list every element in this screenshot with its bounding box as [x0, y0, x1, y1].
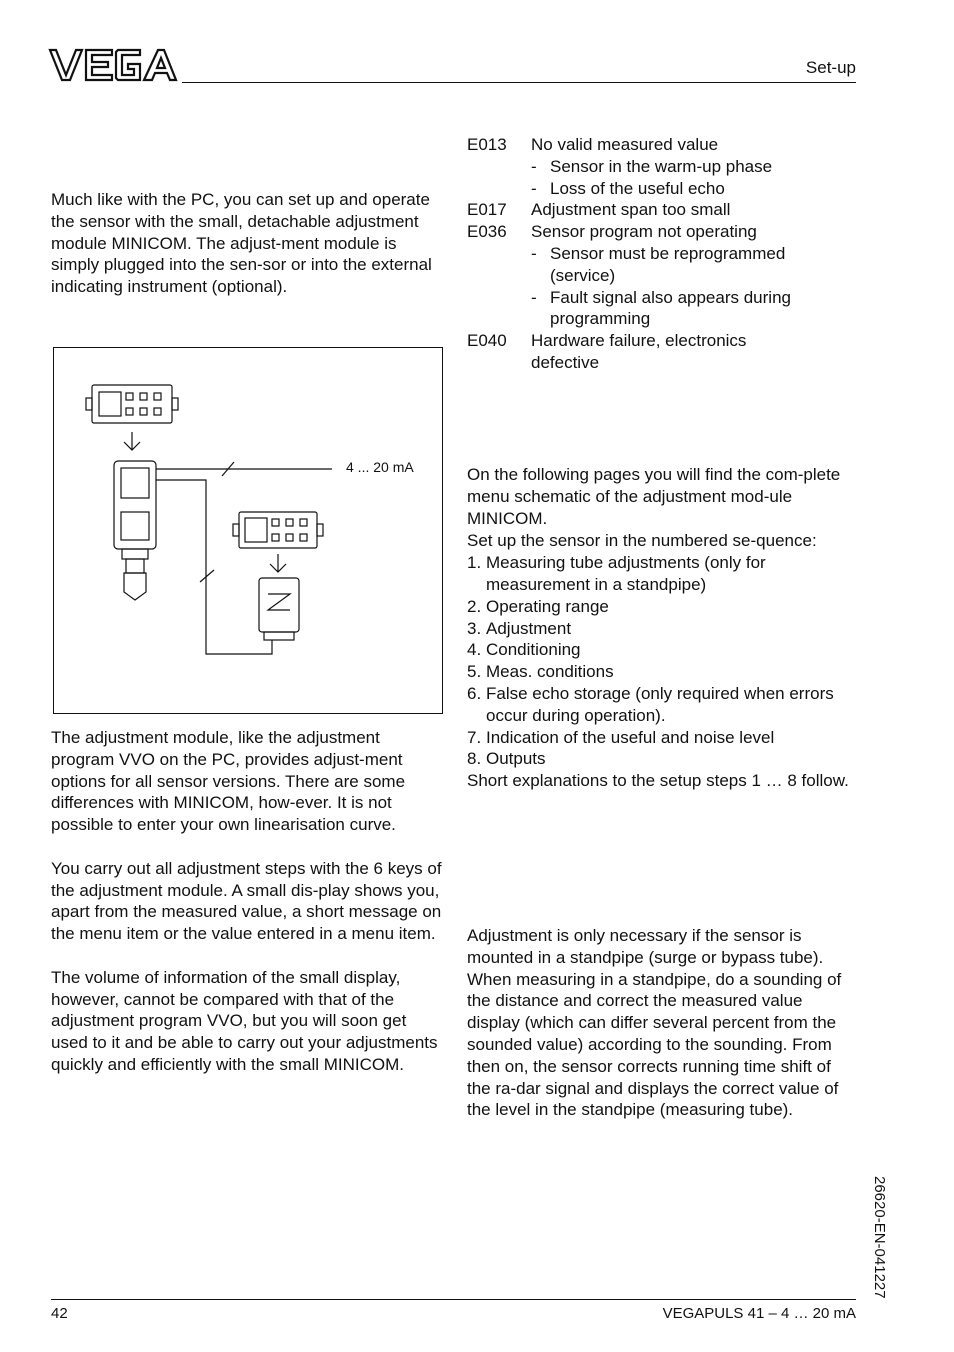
error-code: E040	[467, 331, 507, 351]
error-item	[467, 330, 867, 374]
error-cause: Loss of the useful echo	[550, 178, 725, 198]
error-code: E017	[467, 200, 507, 220]
list-item: 4. Conditioning	[467, 640, 581, 660]
minicom-diagram	[53, 347, 443, 714]
error-text: Hardware failure, electronics defective	[531, 331, 747, 372]
page-number: 42	[51, 1305, 68, 1322]
paragraph-display: The volume of information of the small display, however, cannot be compared with that of the adjustment program VVO, but you will soon get used to it and be able to carry out your adjustments quickly and efficiently with the small MINICOM.	[51, 967, 438, 1074]
paragraph-standpipe: Adjustment is only necessary if the sensor is mounted in a standpipe (surge or bypass tube). When measuring in a standpipe, do a sounding of the distance and correct the measured value display (which can differ several percent from the sounded value) according to the sounding. From then on, the sensor corrects running time shift of the ra-dar signal and displays the correct value of the level in the standpipe (measuring tube).	[467, 926, 842, 1120]
standpipe-paragraph	[467, 925, 859, 1121]
intro-paragraph	[51, 189, 443, 298]
external-indicator	[259, 578, 299, 632]
intro-text: Much like with the PC, you can set up and operate the sensor with the small, detachable adjustment module MINICOM. The adjust-ment module is simply plugged into the sen-sor or into the external indicating instrument (optional).	[51, 190, 432, 297]
list-item: 1. Measuring tube adjustments (only for measurement in a standpipe)	[467, 553, 766, 594]
error-code: E013	[467, 135, 507, 154]
document-id: 26620-EN-041227	[871, 1176, 888, 1299]
list-item: 5. Meas. conditions	[467, 662, 614, 682]
list-item: 6. False echo storage (only required when errors occur during operation).	[467, 683, 834, 725]
paragraph-sequence: Set up the sensor in the numbered se-quence:	[467, 531, 817, 551]
error-text: Sensor program not operating	[531, 222, 757, 242]
list-item: 2. Operating range	[467, 596, 609, 616]
minicom-module-top	[92, 385, 172, 423]
error-text: No valid measured value	[531, 135, 719, 154]
error-cause: Sensor in the warm-up phase	[550, 156, 773, 176]
paragraph-follow: Short explanations to the setup steps 1 … 8 follow.	[467, 771, 849, 791]
error-item: E013 No valid measured value - Sensor in the warm-up phase - Loss of the useful echo	[467, 135, 773, 198]
list-item: 7. Indication of the useful and noise level	[467, 727, 775, 747]
error-item: E036 Sensor program not operating - Sensor must be reprogrammed (service) - Fault signal also appears during programming	[467, 221, 867, 330]
error-text: Adjustment span too small	[531, 200, 731, 220]
section-title: Set-up	[805, 58, 856, 77]
error-code: E036	[467, 222, 507, 242]
list-item: 8. Outputs	[467, 749, 546, 769]
vega-logo	[48, 44, 178, 86]
error-item	[467, 199, 867, 221]
product-name: VEGAPULS 41 – 4 … 20 mA	[662, 1305, 856, 1322]
left-body	[51, 727, 443, 1076]
current-signal-label: 4 ... 20 mA	[346, 459, 414, 475]
error-code-list	[467, 134, 867, 374]
setup-steps-list	[467, 552, 859, 770]
sensor-housing	[114, 461, 156, 549]
paragraph-menu-schematic: On the following pages you will find the com-plete menu schematic of the adjustment mod-ule MINICOM.	[467, 465, 841, 528]
header-rule	[182, 82, 856, 83]
paragraph-variants: The adjustment module, like the adjustment program VVO on the PC, provides adjust-ment options for all sensor versions. There are some differences with MINICOM, how-ever. It is not possible to enter your own linearisation curve.	[51, 728, 406, 835]
list-item: 3. Adjustment	[467, 618, 572, 638]
footer-rule	[51, 1299, 856, 1300]
right-body	[467, 464, 859, 792]
paragraph-keys: You carry out all adjustment steps with the 6 keys of the adjustment module. A small dis-play shows you, apart from the measured value, a short message on the menu item or the value entered in a menu item.	[51, 858, 442, 944]
error-cause: Sensor must be reprogrammed (service)	[550, 243, 786, 285]
error-cause: Fault signal also appears during programming	[550, 287, 791, 329]
